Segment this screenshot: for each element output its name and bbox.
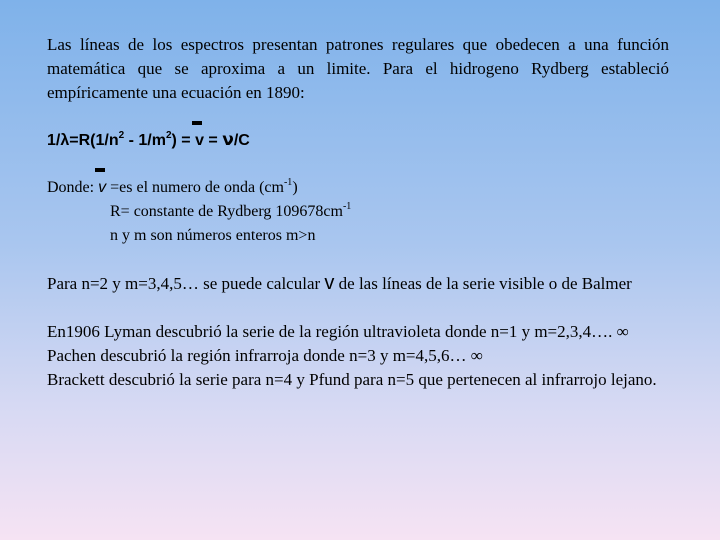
- equation-equals: =: [203, 132, 223, 149]
- closing-paren: ): [292, 179, 298, 196]
- intro-paragraph: Las líneas de los espectros presentan patrones regulares que obedecen a una función matemática que se aproxima a un limite. Para el hidrogeno Rydberg estableció empíricamente una ecuación en 1890:: [47, 35, 669, 102]
- frequency-symbol: ν: [222, 130, 234, 150]
- wavenumber-symbol-small: v: [98, 176, 106, 200]
- definition-integers: n y m son números enteros m>n: [110, 227, 316, 244]
- definitions-label: Donde:: [47, 179, 99, 196]
- balmer-paragraph: [47, 271, 669, 296]
- pachen-paragraph: Pachen descubrió la región infrarroja donde n=3 y m=4,5,6… ∞: [47, 346, 483, 365]
- series-block: [47, 320, 669, 392]
- equation-tail: /C: [233, 132, 250, 149]
- equation-exponent-n: 2: [118, 129, 125, 141]
- overbar-mark: [192, 121, 202, 125]
- balmer-text-before: Para n=2 y m=3,4,5… se puede calcular: [47, 274, 325, 293]
- overbar-mark-small: [95, 168, 105, 172]
- equation-rhs: ) =: [171, 132, 196, 149]
- rydberg-equation: [47, 128, 669, 153]
- definition-wavenumber: [47, 176, 669, 200]
- brackett-paragraph: Brackett descubrió la serie para n=4 y Pfund para n=5 que pertenecen al infrarrojo lejano.: [47, 370, 657, 389]
- lyman-paragraph: En1906 Lyman descubrió la serie de la región ultravioleta donde n=1 y m=2,3,4…. ∞: [47, 322, 629, 341]
- slide-content: [47, 33, 669, 392]
- rydberg-unit-exponent: -1: [342, 200, 352, 212]
- wavenumber-symbol: v: [195, 129, 204, 153]
- balmer-text-after: de las líneas de la serie visible o de Balmer: [334, 274, 632, 293]
- equation-exponent-m: 2: [165, 129, 172, 141]
- equation-lhs: 1/λ=R(1/n: [47, 132, 119, 149]
- definition-rydberg-constant: [47, 200, 669, 224]
- rydberg-constant-text: R= constante de Rydberg 109678cm: [110, 203, 343, 220]
- definition-wavenumber-text: =es el numero de onda (cm: [106, 179, 284, 196]
- unit-exponent: -1: [283, 176, 293, 188]
- frequency-symbol-balmer: v: [324, 272, 335, 294]
- definitions-block: [47, 176, 669, 248]
- equation-mid: - 1/m: [124, 132, 166, 149]
